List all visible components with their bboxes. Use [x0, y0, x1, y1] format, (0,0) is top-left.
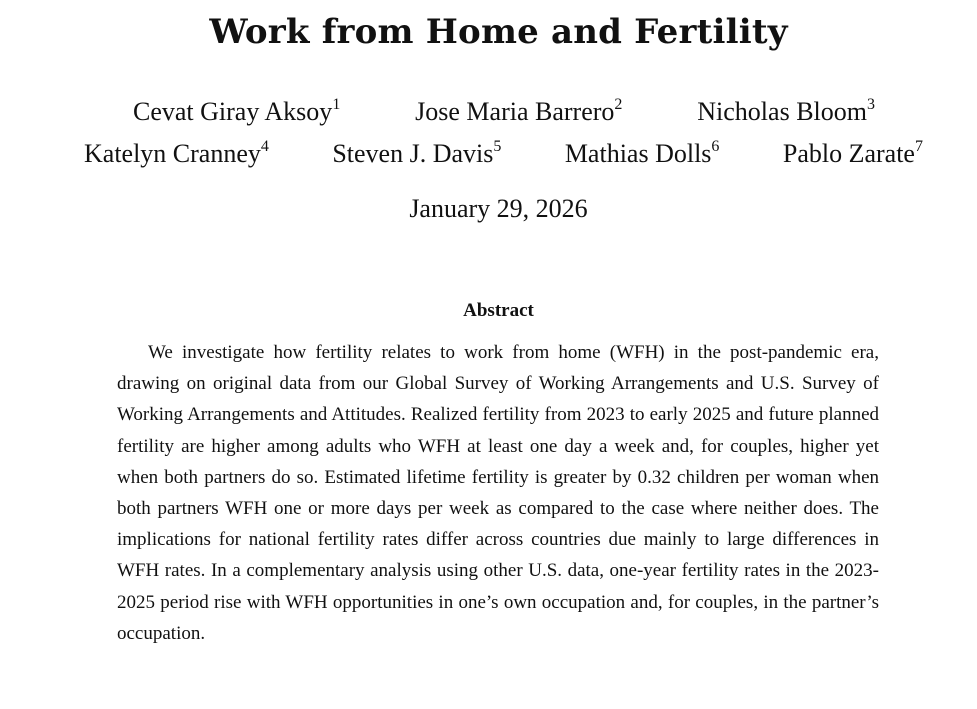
affiliation-marker: 1: [332, 96, 341, 113]
abstract-heading: Abstract: [463, 300, 534, 321]
affiliation-marker: 7: [914, 138, 923, 155]
publication-date: January 29, 2026: [409, 194, 588, 223]
author: Nicholas Bloom$^3$: [697, 96, 875, 126]
author: Pablo Zarate$^7$: [782, 138, 923, 168]
author: Jose Maria Barrero$^2$: [415, 96, 623, 126]
author-list-row-2: [84, 139, 923, 169]
author-list-row-1: [133, 97, 875, 127]
affiliation-marker: 4: [260, 138, 269, 155]
affiliation-marker: 2: [614, 96, 623, 113]
author: Mathias Dolls$^6$: [564, 138, 720, 168]
affiliation-marker: 5: [493, 138, 502, 155]
affiliation-marker: 3: [866, 96, 875, 113]
author: Cevat Giray Aksoy$^1$: [133, 96, 341, 126]
paper-title: Work from Home and Fertility: [209, 12, 788, 52]
affiliation-marker: 6: [711, 138, 720, 155]
author: Katelyn Cranney$^4$: [84, 138, 269, 168]
author: Steven J. Davis$^5$: [332, 138, 502, 168]
abstract-text: We investigate how fertility relates to work from home (WFH) in the post-pandemic era, drawing on original data from our Global Survey of Working Arrangements and U.S. Survey of Working Arrangements and Attitudes. Realized fertility from 2023 to early 2025 and future planned fertility are higher among adults who WFH at least one day a week and, for couples, higher yet when both partners do so. Estimated lifetime fertility is greater by 0.32 children per woman when both partners WFH one or more days per week as compared to the case where neither does. The implications for national fertility rates differ across countries due mainly to large differences in WFH rates. In a complementary analysis using other U.S. data, one-year fertility rates in the 2023-2025 period rise with WFH opportunities in one’s own occupation and, for couples, in the partner’s occupation.: [117, 342, 879, 644]
